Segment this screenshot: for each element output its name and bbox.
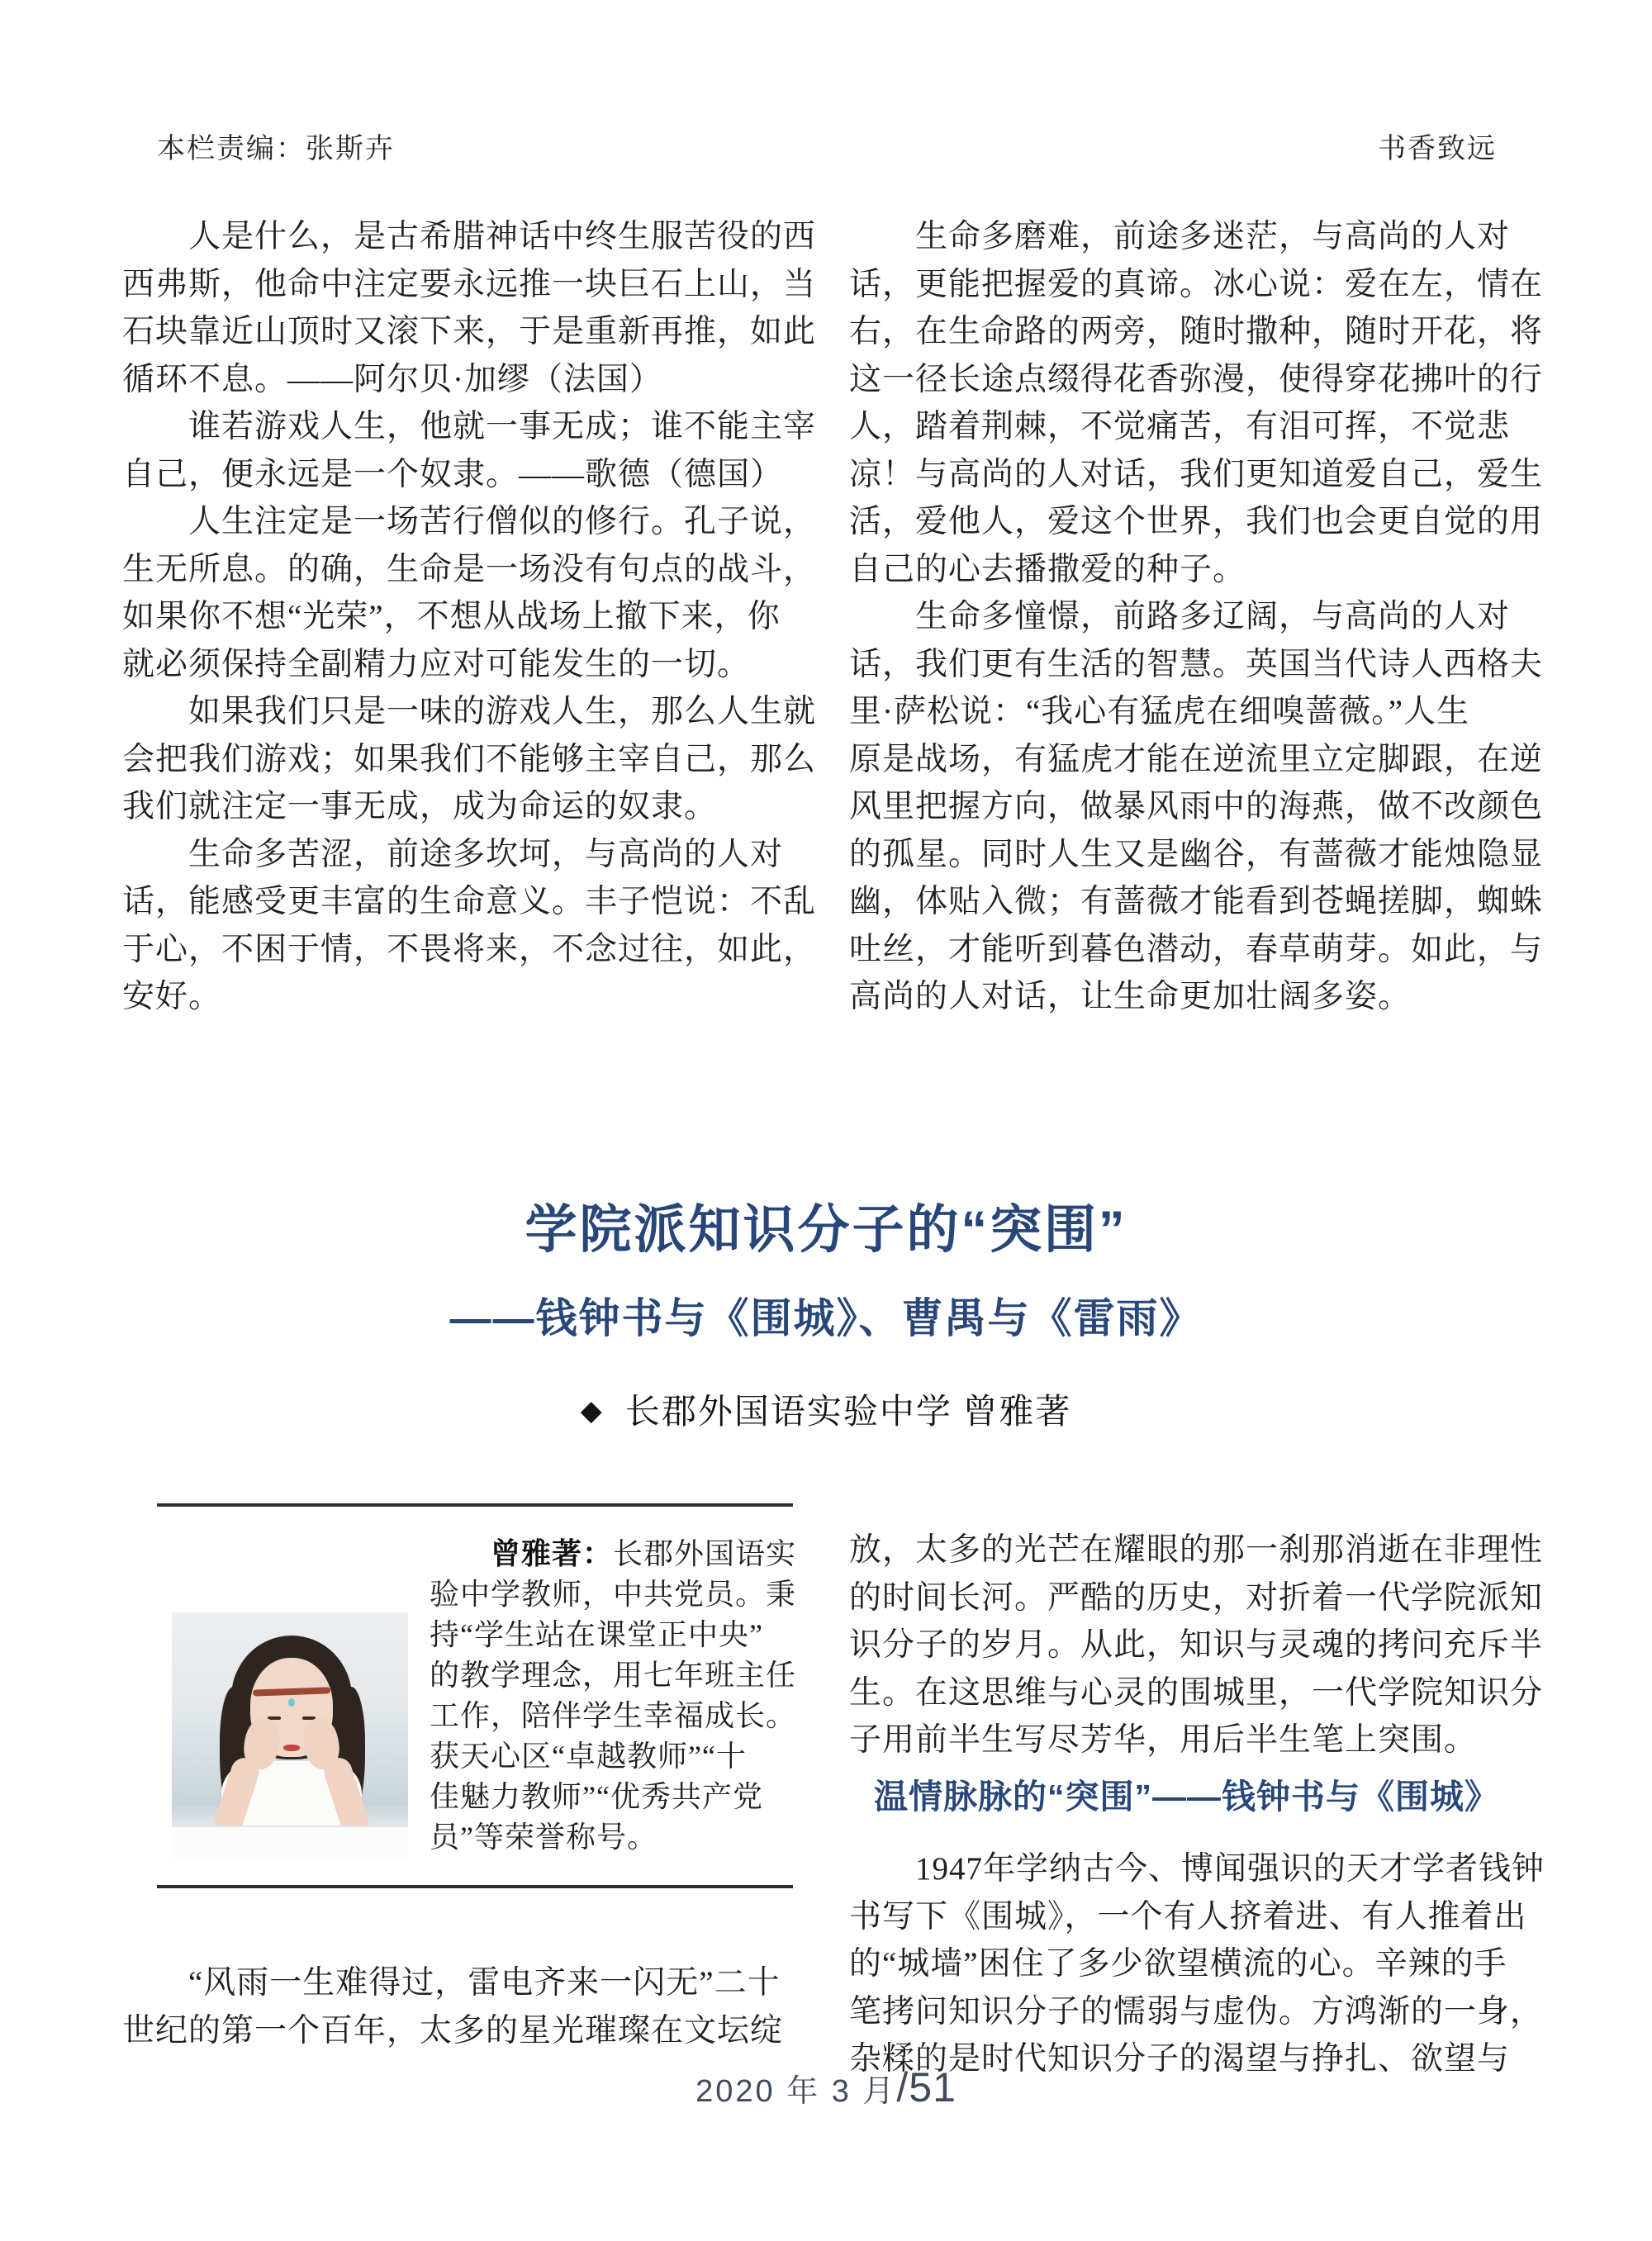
text-line: 生命多磨难，前途多迷茫，与高尚的人对: [849, 219, 1511, 254]
text-line: 如果我们只是一味的游戏人生，那么人生就: [122, 694, 817, 729]
text-line: 1947年学纳古今、博闻强识的天才学者钱钟: [849, 1851, 1545, 1887]
footer-page-number: /51: [896, 2064, 957, 2110]
text-line: 生无所息。的确，生命是一场没有句点的战斗，: [122, 551, 817, 587]
text-line: 生命多憧憬，前路多辽阔，与高尚的人对: [849, 599, 1511, 634]
text-line: 西弗斯，他命中注定要永远推一块巨石上山，当: [122, 266, 817, 302]
header-editor-label: 本栏责编：张斯卉: [157, 133, 395, 164]
text-line: 吐丝，才能听到暮色潜动，春草萌芽。如此，与: [849, 931, 1544, 967]
bio-first-line-rest: 长郡外国语实: [613, 1537, 797, 1570]
author-photo: [172, 1612, 408, 1859]
text-line: 话，更能把握爱的真谛。冰心说：爱在左，情在: [849, 266, 1544, 302]
header-column-name: 书香致远: [1378, 133, 1497, 164]
text-line: 谁若游戏人生，他就一事无成；谁不能主宰: [122, 409, 817, 444]
text-line: 安好。: [122, 979, 222, 1014]
bio-first-line: [430, 1533, 801, 1574]
text-line: 的孤星。同时人生又是幽谷，有蔷薇才能烛隐显: [849, 836, 1544, 872]
section-subheading: 温情脉脉的“突围”——钱钟书与《围城》: [874, 1778, 1499, 1816]
text-line: 的教学理念，用七年班主任: [430, 1659, 797, 1692]
text-line: 这一径长途点缀得花香弥漫，使得穿花拂叶的行: [849, 361, 1544, 397]
text-line: 世纪的第一个百年，太多的星光璀璨在文坛绽: [122, 2012, 784, 2049]
text-line: 笔拷问知识分子的懦弱与虚伪。方鸿渐的一身，: [849, 1993, 1544, 2030]
page-footer: [0, 2063, 1652, 2111]
text-line: 识分子的岁月。从此，知识与灵魂的拷问充斥半: [849, 1627, 1544, 1663]
photo-forehead-jewel: [288, 1698, 295, 1707]
text-line: 员”等荣誉称号。: [430, 1821, 657, 1854]
text-line: 于心，不困于情，不畏将来，不念过往，如此，: [122, 931, 817, 967]
text-line: 杂糅的是时代知识分子的渴望与挣扎、欲望与: [849, 2041, 1511, 2077]
lower-right-paragraph2: [849, 1845, 1559, 2083]
text-line: 子用前半生写尽芳华，用后半生笔上突围。: [849, 1722, 1478, 1758]
text-line: 右，在生命路的两旁，随时撒种，随时开花，将: [849, 314, 1544, 349]
lower-left-column: [122, 1959, 833, 2054]
text-line: 高尚的人对话，让生命更加壮阔多姿。: [849, 979, 1412, 1014]
bio-indent: [430, 1537, 491, 1570]
bio-rule-top: [157, 1503, 793, 1507]
text-line: 人，踏着荆棘，不觉痛苦，有泪可挥，不觉悲: [849, 409, 1511, 444]
text-line: 自己的心去播撒爱的种子。: [849, 551, 1246, 587]
author-bio: [430, 1533, 801, 1858]
text-line: 会把我们游戏；如果我们不能够主宰自己，那么: [122, 741, 817, 777]
text-line: 工作，陪伴学生幸福成长。: [430, 1699, 797, 1732]
text-line: 里·萨松说：“我心有猛虎在细嗅蔷薇。”人生: [849, 694, 1470, 729]
article-subtitle: ——钱钟书与《围城》、曹禺与《雷雨》: [449, 1295, 1203, 1341]
top-right-column: [849, 213, 1559, 1021]
photo-table-ledge: [172, 1826, 408, 1859]
text-line: 持“学生站在课堂正中央”: [430, 1618, 763, 1651]
bio-rule-bottom: [157, 1885, 793, 1888]
text-line: 生。在这思维与心灵的围城里，一代学院知识分: [849, 1674, 1544, 1711]
text-line: 话，我们更有生活的智慧。英国当代诗人西格夫: [849, 646, 1544, 682]
text-line: 的时间长河。严酷的历史，对折着一代学院派知: [849, 1579, 1544, 1616]
text-line: 自己，便永远是一个奴隶。——歌德（德国）: [122, 456, 784, 492]
text-line: 验中学教师，中共党员。秉: [430, 1578, 797, 1611]
text-line: 人生注定是一场苦行僧似的修行。孔子说，: [122, 504, 817, 539]
text-line: 佳魅力教师”“优秀共产党: [430, 1780, 763, 1813]
footer-date: 2020 年 3 月: [695, 2074, 897, 2109]
text-line: 凉！与高尚的人对话，我们更知道爱自己，爱生: [849, 456, 1544, 492]
photo-lips: [283, 1745, 300, 1751]
top-left-column: [122, 213, 833, 1021]
text-line: 就必须保持全副精力应对可能发生的一切。: [122, 646, 751, 682]
text-line: 话，能感受更丰富的生命意义。丰子恺说：不乱: [122, 884, 817, 919]
text-line: 书写下《围城》，一个有人挤着进、有人推着出: [849, 1898, 1527, 1935]
bio-author-name: 曾雅著：: [491, 1536, 614, 1570]
byline-text: 长郡外国语实验中学 曾雅著: [624, 1394, 1072, 1431]
text-line: 原是战场，有猛虎才能在逆流里立定脚跟，在逆: [849, 741, 1544, 777]
text-line: 风里把握方向，做暴风雨中的海燕，做不改颜色: [849, 789, 1544, 824]
text-line: 人是什么，是古希腊神话中终生服苦役的西: [122, 219, 817, 254]
lower-right-column: [849, 1526, 1559, 1764]
text-line: 幽，体贴入微；有蔷薇才能看到苍蝇搓脚，蜘蛛: [849, 884, 1544, 919]
text-line: 循环不息。——阿尔贝·加缪（法国）: [122, 361, 662, 397]
text-line: 的“城墙”困住了多少欲望横流的心。辛辣的手: [849, 1946, 1507, 1982]
text-line: “风雨一生难得过，雷电齐来一闪无”二十: [122, 1965, 781, 2001]
article-byline: [0, 1384, 1652, 1434]
article-title: 学院派知识分子的“突围”: [525, 1201, 1127, 1259]
text-line: 如果你不想“光荣”，不想从战场上撤下来，你: [122, 599, 781, 634]
text-line: 我们就注定一事无成，成为命运的奴隶。: [122, 789, 718, 824]
text-line: 获天心区“卓越教师”“十: [430, 1740, 747, 1773]
text-line: 放，太多的光芒在耀眼的那一刹那消逝在非理性: [849, 1532, 1544, 1568]
bio-rest-lines: [430, 1574, 801, 1858]
text-line: 活，爱他人，爱这个世界，我们也会更自觉的用: [849, 504, 1544, 539]
diamond-icon: ◆: [580, 1396, 604, 1427]
text-line: 石块靠近山顶时又滚下来，于是重新再推，如此: [122, 314, 817, 349]
text-line: 生命多苦涩，前途多坎坷，与高尚的人对: [122, 836, 784, 872]
